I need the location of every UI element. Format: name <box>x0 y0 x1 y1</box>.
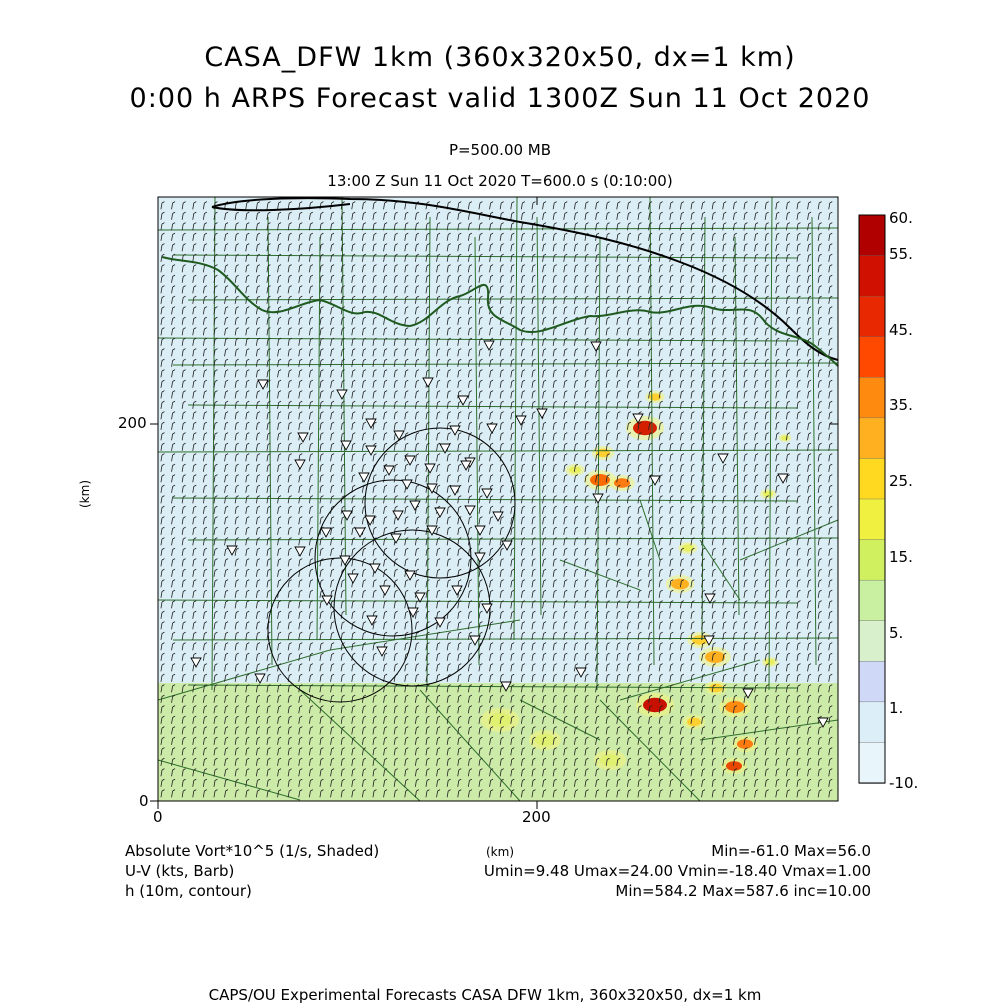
colorbar-swatch <box>859 256 885 297</box>
map-panel <box>158 197 838 801</box>
pressure-level-label: P=500.00 MB <box>448 141 552 159</box>
vorticity-maximum <box>671 579 689 590</box>
vorticity-maximum <box>643 698 667 712</box>
colorbar-swatch <box>859 296 885 337</box>
colorbar-swatch <box>859 661 885 702</box>
y-tick-0: 0 <box>139 792 149 810</box>
colorbar-swatch <box>859 377 885 418</box>
y-tick-200: 200 <box>118 414 147 432</box>
colorbar-swatch <box>859 499 885 540</box>
colorbar-swatch <box>859 337 885 378</box>
colorbar-swatch <box>859 418 885 459</box>
legend-vorticity: Absolute Vort*10^5 (1/s, Shaded) <box>125 842 380 860</box>
vorticity-maximum <box>488 713 512 727</box>
colorbar-swatch <box>859 540 885 581</box>
colorbar-swatch <box>859 702 885 743</box>
colorbar-label-25: 25. <box>889 472 913 490</box>
colorbar-swatch <box>859 215 885 256</box>
colorbar-label-45: 45. <box>889 321 913 339</box>
colorbar-label-15: 15. <box>889 548 913 566</box>
colorbar-swatch <box>859 621 885 662</box>
vorticity-min-max: Min=-61.0 Max=56.0 <box>711 842 871 860</box>
vorticity-maximum <box>765 659 775 665</box>
legend-height: h (10m, contour) <box>125 882 252 900</box>
footer-credit: CAPS/OU Experimental Forecasts CASA DFW 1km, 360x320x50, dx=1 km <box>208 986 762 1004</box>
colorbar-label-55: 55. <box>889 245 913 263</box>
colorbar-label-60: 60. <box>889 209 913 227</box>
x-tick-200: 200 <box>522 808 551 826</box>
y-axis-label: (km) <box>78 479 92 508</box>
height-min-max: Min=584.2 Max=587.6 inc=10.00 <box>615 882 871 900</box>
colorbar-swatch <box>859 580 885 621</box>
x-axis-label: (km) <box>486 845 515 859</box>
vorticity-maximum <box>535 734 555 746</box>
valid-time-label: 13:00 Z Sun 11 Oct 2020 T=600.0 s (0:10:00) <box>327 172 673 190</box>
colorbar <box>859 215 885 784</box>
colorbar-label-minus10: -10. <box>889 774 919 792</box>
vorticity-maximum <box>633 421 657 435</box>
legend-wind: U-V (kts, Barb) <box>125 862 235 880</box>
vorticity-maximum <box>590 474 610 486</box>
colorbar-swatch <box>859 742 885 783</box>
vorticity-maximum <box>687 718 701 726</box>
colorbar-label-35: 35. <box>889 396 913 414</box>
wind-min-max: Umin=9.48 Umax=24.00 Vmin=-18.40 Vmax=1.00 <box>483 862 871 880</box>
x-tick-0: 0 <box>153 808 163 826</box>
colorbar-swatch <box>859 458 885 499</box>
plot-title-line1: CASA_DFW 1km (360x320x50, dx=1 km) <box>204 42 796 73</box>
vorticity-maximum <box>781 436 789 441</box>
plot-title-line2: 0:00 h ARPS Forecast valid 1300Z Sun 11 Oct 2020 <box>129 83 871 114</box>
vorticity-maximum <box>705 651 725 663</box>
colorbar-label-1: 1. <box>889 699 904 717</box>
colorbar-label-5: 5. <box>889 624 904 642</box>
